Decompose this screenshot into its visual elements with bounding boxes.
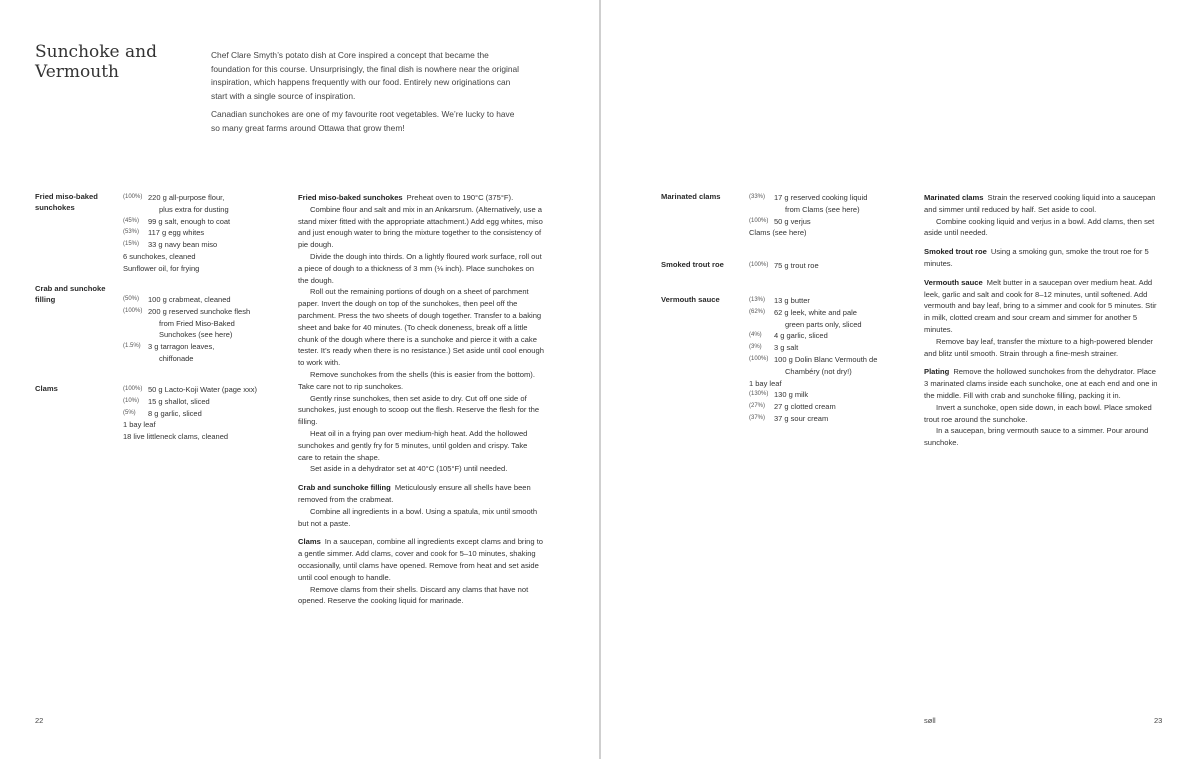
ingredient-item bbox=[749, 260, 819, 272]
method-paragraph: Remove the hollowed sunchokes from the dehydrator. Place 3 marinated clams inside each sunchoke, one at each end and one in the middle. Fill with crab and sunchoke filling, packing it in. bbox=[924, 367, 1158, 400]
ingredient-item bbox=[123, 216, 230, 228]
method-heading: Clams bbox=[298, 537, 321, 547]
ingredient-continued: plus extra for dusting bbox=[159, 204, 229, 214]
ingredient-text: 3 g tarragon leaves, bbox=[148, 342, 215, 352]
ingredient-text: 100 g crabmeat, cleaned bbox=[148, 295, 231, 304]
ingredient-text: 4 g garlic, sliced bbox=[774, 331, 828, 341]
ingredient-continued: green parts only, sliced bbox=[785, 319, 862, 329]
intro-paragraph: Chef Clare Smyth’s potato dish at Core inspired a concept that became the foundation for this course. Unsurprisingly, the final dish is nowhere near the original inspiration, which happens frequently with our food. Entirely new originations can start with a single source of inspiration. bbox=[211, 50, 520, 101]
ingredient-text: Clams (see here) bbox=[749, 228, 807, 238]
method-paragraph: Using a smoking gun, smoke the trout roe for 5 minutes. bbox=[924, 247, 1149, 268]
ingredient-item bbox=[123, 408, 257, 420]
method-column bbox=[924, 192, 1160, 456]
ingredient-percent: (100%) bbox=[749, 217, 769, 224]
ingredient-text: 117 g egg whites bbox=[148, 228, 205, 238]
intro-paragraph: Canadian sunchokes are one of my favourite root vegetables. We’re lucky to have so many great farms around Ottawa that grow them! bbox=[211, 109, 515, 133]
ingredient-item bbox=[749, 295, 877, 307]
ingredient-percent: (33%) bbox=[749, 194, 766, 200]
ingredient-group-title: Fried miso-baked sunchokes bbox=[35, 192, 98, 212]
method-paragraph: Strain the reserved cooking liquid into a saucepan and simmer until reduced by half. Set aside to cool. bbox=[924, 193, 1156, 214]
method-heading: Marinated clams bbox=[924, 193, 984, 202]
ingredient-item bbox=[123, 227, 230, 239]
method-paragraph: Roll out the remaining portions of dough on a sheet of parchment paper. Invert the dough on top of the sunchokes, then peel off the parchment. Press the two sheets of dough together. Transfer to a baking sheet and bake for 40 minutes. (To check doneness, break off a little chunk of the dough where there is a sunchoke and pierce it with a cake tester. It’s ready when there is no resistance.) Set aside until cool enough to work with. bbox=[298, 287, 544, 368]
method-section bbox=[924, 192, 1160, 239]
ingredient-percent: (1.5%) bbox=[123, 343, 141, 350]
ingredient-percent: (4%) bbox=[749, 332, 762, 339]
method-paragraph: In a saucepan, bring vermouth sauce to a simmer. Pour around sunchoke. bbox=[924, 426, 1149, 448]
ingredient-item bbox=[749, 227, 867, 239]
page-number: 23 bbox=[1154, 716, 1163, 725]
ingredient-group-title: Clams bbox=[35, 384, 58, 393]
ingredient-continued: from Clams (see here) bbox=[785, 204, 860, 214]
ingredient-item bbox=[123, 263, 230, 275]
right-page bbox=[601, 0, 1200, 759]
ingredients-column bbox=[661, 192, 916, 432]
method-paragraph: Remove sunchokes from the shells (this is easier from the bottom). Take care not to rip sunchokes. bbox=[298, 369, 535, 391]
ingredient-item bbox=[749, 413, 877, 425]
method-column bbox=[298, 192, 544, 614]
method-paragraph: Combine flour and salt and mix in an Ankarsrum. (Alternatively, use a stand mixer fitted with the appropriate attachment.) Add egg whites, miso and just enough water to bring the mixture together to the consistency of pie dough. bbox=[298, 204, 543, 250]
page-number: 22 bbox=[35, 716, 44, 725]
method-paragraph: Heat oil in a frying pan over medium-high heat. Add the hollowed sunchokes and gently fry for 5 minutes, until golden and crispy. Take care to retain the shape. bbox=[298, 428, 528, 462]
method-heading: Smoked trout roe bbox=[924, 247, 987, 257]
left-page bbox=[0, 0, 599, 759]
ingredients-column bbox=[35, 192, 290, 472]
ingredient-item bbox=[123, 294, 274, 306]
ingredient-text: 200 g reserved sunchoke flesh bbox=[148, 306, 251, 316]
ingredient-percent: (37%) bbox=[749, 414, 766, 421]
ingredient-percent: (10%) bbox=[123, 397, 140, 404]
ingredient-text: 18 live littleneck clams, cleaned bbox=[123, 432, 229, 442]
ingredient-group-title: Marinated clams bbox=[661, 192, 721, 201]
ingredient-item bbox=[749, 216, 867, 228]
ingredient-item bbox=[749, 354, 877, 378]
method-section bbox=[924, 277, 1160, 360]
ingredient-item bbox=[123, 239, 230, 251]
ingredient-percent: (130%) bbox=[749, 391, 769, 398]
ingredient-percent: (13%) bbox=[749, 297, 766, 303]
ingredient-list bbox=[749, 260, 819, 272]
method-section bbox=[298, 482, 544, 529]
ingredient-item bbox=[123, 396, 257, 408]
method-paragraph: Meticulously ensure all shells have been removed from the crabmeat. bbox=[298, 483, 531, 504]
ingredient-item bbox=[749, 330, 877, 342]
ingredient-list bbox=[123, 192, 230, 275]
ingredient-text: 8 g garlic, sliced bbox=[148, 408, 202, 418]
ingredient-text: 33 g navy bean miso bbox=[148, 240, 218, 250]
method-paragraph: Remove bay leaf, transfer the mixture to a high-powered blender and blitz until smooth. Strain through a fine-mesh strainer. bbox=[924, 336, 1153, 358]
ingredient-percent: (53%) bbox=[123, 229, 140, 236]
ingredient-item bbox=[749, 307, 877, 331]
ingredient-percent: (50%) bbox=[123, 296, 140, 302]
ingredient-text: 62 g leek, white and pale bbox=[774, 307, 857, 317]
ingredient-item bbox=[123, 341, 274, 365]
method-heading: Fried miso-baked sunchokes bbox=[298, 193, 403, 202]
ingredient-text: Sunflower oil, for frying bbox=[123, 263, 200, 273]
page-title bbox=[35, 42, 205, 82]
ingredient-item bbox=[749, 192, 867, 216]
ingredient-text: 100 g Dolin Blanc Vermouth de bbox=[774, 354, 878, 364]
ingredient-item bbox=[749, 342, 877, 354]
ingredient-item bbox=[123, 251, 230, 263]
ingredient-item bbox=[749, 389, 877, 401]
ingredient-item bbox=[123, 419, 257, 431]
title-line: Vermouth bbox=[35, 62, 119, 82]
ingredient-list bbox=[749, 192, 867, 239]
ingredient-percent: (100%) bbox=[123, 194, 143, 200]
method-section bbox=[924, 246, 1160, 270]
ingredient-continued: chiffonade bbox=[159, 353, 194, 363]
method-section bbox=[924, 366, 1160, 449]
ingredient-text: 220 g all-purpose flour, bbox=[148, 193, 225, 202]
method-paragraph: Set aside in a dehydrator set at 40°C (105°F) until needed. bbox=[310, 464, 508, 474]
ingredient-text: 75 g trout roe bbox=[774, 261, 819, 270]
ingredient-percent: (5%) bbox=[123, 409, 136, 416]
method-heading: Plating bbox=[924, 367, 950, 377]
ingredient-text: 27 g clotted cream bbox=[774, 402, 836, 412]
method-paragraph: Gently rinse sunchokes, then set aside to dry. Cut off one side of sunchokes, just enough to scoop out the flesh. Reserve the flesh for the filling. bbox=[298, 393, 540, 427]
ingredient-text: 3 g salt bbox=[774, 343, 799, 353]
method-paragraph: Combine all ingredients in a bowl. Using a spatula, mix until smooth but not a paste. bbox=[298, 506, 538, 528]
ingredient-item bbox=[123, 431, 257, 443]
method-paragraph: Remove clams from their shells. Discard any clams that have not opened. Reserve the cooking liquid for marinade. bbox=[298, 584, 529, 606]
ingredient-continued: from Fried Miso-Baked Sunchokes (see here) bbox=[159, 318, 235, 340]
ingredient-item bbox=[749, 401, 877, 413]
ingredient-text: 13 g butter bbox=[774, 296, 810, 305]
ingredient-percent: (100%) bbox=[749, 355, 769, 362]
ingredient-percent: (100%) bbox=[123, 307, 143, 314]
ingredient-text: 1 bay leaf bbox=[123, 420, 156, 430]
ingredient-text: 130 g milk bbox=[774, 390, 809, 400]
method-paragraph: Combine cooking liquid and verjus in a bowl. Add clams, then set aside until needed. bbox=[924, 216, 1155, 238]
ingredient-group-title: Smoked trout roe bbox=[661, 260, 724, 269]
ingredient-percent: (27%) bbox=[749, 403, 766, 410]
method-paragraph: Preheat oven to 190°C (375°F). bbox=[406, 193, 514, 202]
ingredient-list bbox=[123, 384, 257, 443]
method-heading: Crab and sunchoke filling bbox=[298, 483, 391, 493]
ingredient-list bbox=[123, 294, 274, 365]
ingredient-text: 1 bay leaf bbox=[749, 378, 782, 388]
ingredient-text: 37 g sour cream bbox=[774, 413, 829, 423]
ingredient-item bbox=[749, 378, 877, 390]
method-heading: Vermouth sauce bbox=[924, 277, 983, 287]
ingredient-text: 50 g Lacto-Koji Water (page xxx) bbox=[148, 385, 257, 394]
ingredient-list bbox=[749, 295, 877, 425]
ingredient-item bbox=[123, 192, 230, 216]
method-section bbox=[298, 536, 544, 607]
ingredient-percent: (100%) bbox=[123, 386, 143, 392]
ingredient-group-title: Vermouth sauce bbox=[661, 295, 720, 304]
method-paragraph: Divide the dough into thirds. On a lightly floured work surface, roll out a piece of dough to a thickness of 3 mm (⅛ inch). Place sunchokes on the dough. bbox=[298, 251, 542, 285]
running-footer: søll bbox=[924, 716, 936, 725]
intro-text bbox=[211, 49, 521, 140]
ingredient-percent: (15%) bbox=[123, 241, 140, 248]
ingredient-item bbox=[123, 306, 274, 341]
ingredient-percent: (100%) bbox=[749, 262, 769, 268]
method-paragraph: In a saucepan, combine all ingredients except clams and bring to a gentle simmer. Add clams, cover and cook for 5–10 minutes, shaking occasionally, until clams have opened. Remove from heat and set aside until cool enough to handle. bbox=[298, 537, 544, 582]
ingredient-text: 50 g verjus bbox=[774, 216, 811, 226]
method-paragraph: Invert a sunchoke, open side down, in each bowl. Place smoked trout roe around the sunchoke. bbox=[924, 402, 1152, 424]
ingredient-percent: (62%) bbox=[749, 308, 766, 315]
ingredient-continued: Chambéry (not dry!) bbox=[785, 366, 852, 376]
ingredient-text: 99 g salt, enough to coat bbox=[148, 216, 231, 226]
ingredient-group-title: Crab and sunchoke filling bbox=[35, 284, 106, 304]
ingredient-percent: (3%) bbox=[749, 344, 762, 351]
ingredient-text: 6 sunchokes, cleaned bbox=[123, 251, 196, 261]
method-paragraph: Melt butter in a saucepan over medium heat. Add leek, garlic and salt and cook for 8–12 minutes, until softened. Add vermouth and bay leaf, bring to a simmer and cook for 5 minutes. Stir in milk, clotted cream and sour cream and simmer for another 5 minutes. bbox=[924, 277, 1157, 334]
ingredient-item bbox=[123, 384, 257, 396]
ingredient-text: 17 g reserved cooking liquid bbox=[774, 193, 868, 202]
ingredient-text: 15 g shallot, sliced bbox=[148, 396, 210, 406]
method-section bbox=[298, 192, 544, 475]
title-line: Sunchoke and bbox=[35, 42, 157, 62]
ingredient-percent: (45%) bbox=[123, 217, 140, 224]
